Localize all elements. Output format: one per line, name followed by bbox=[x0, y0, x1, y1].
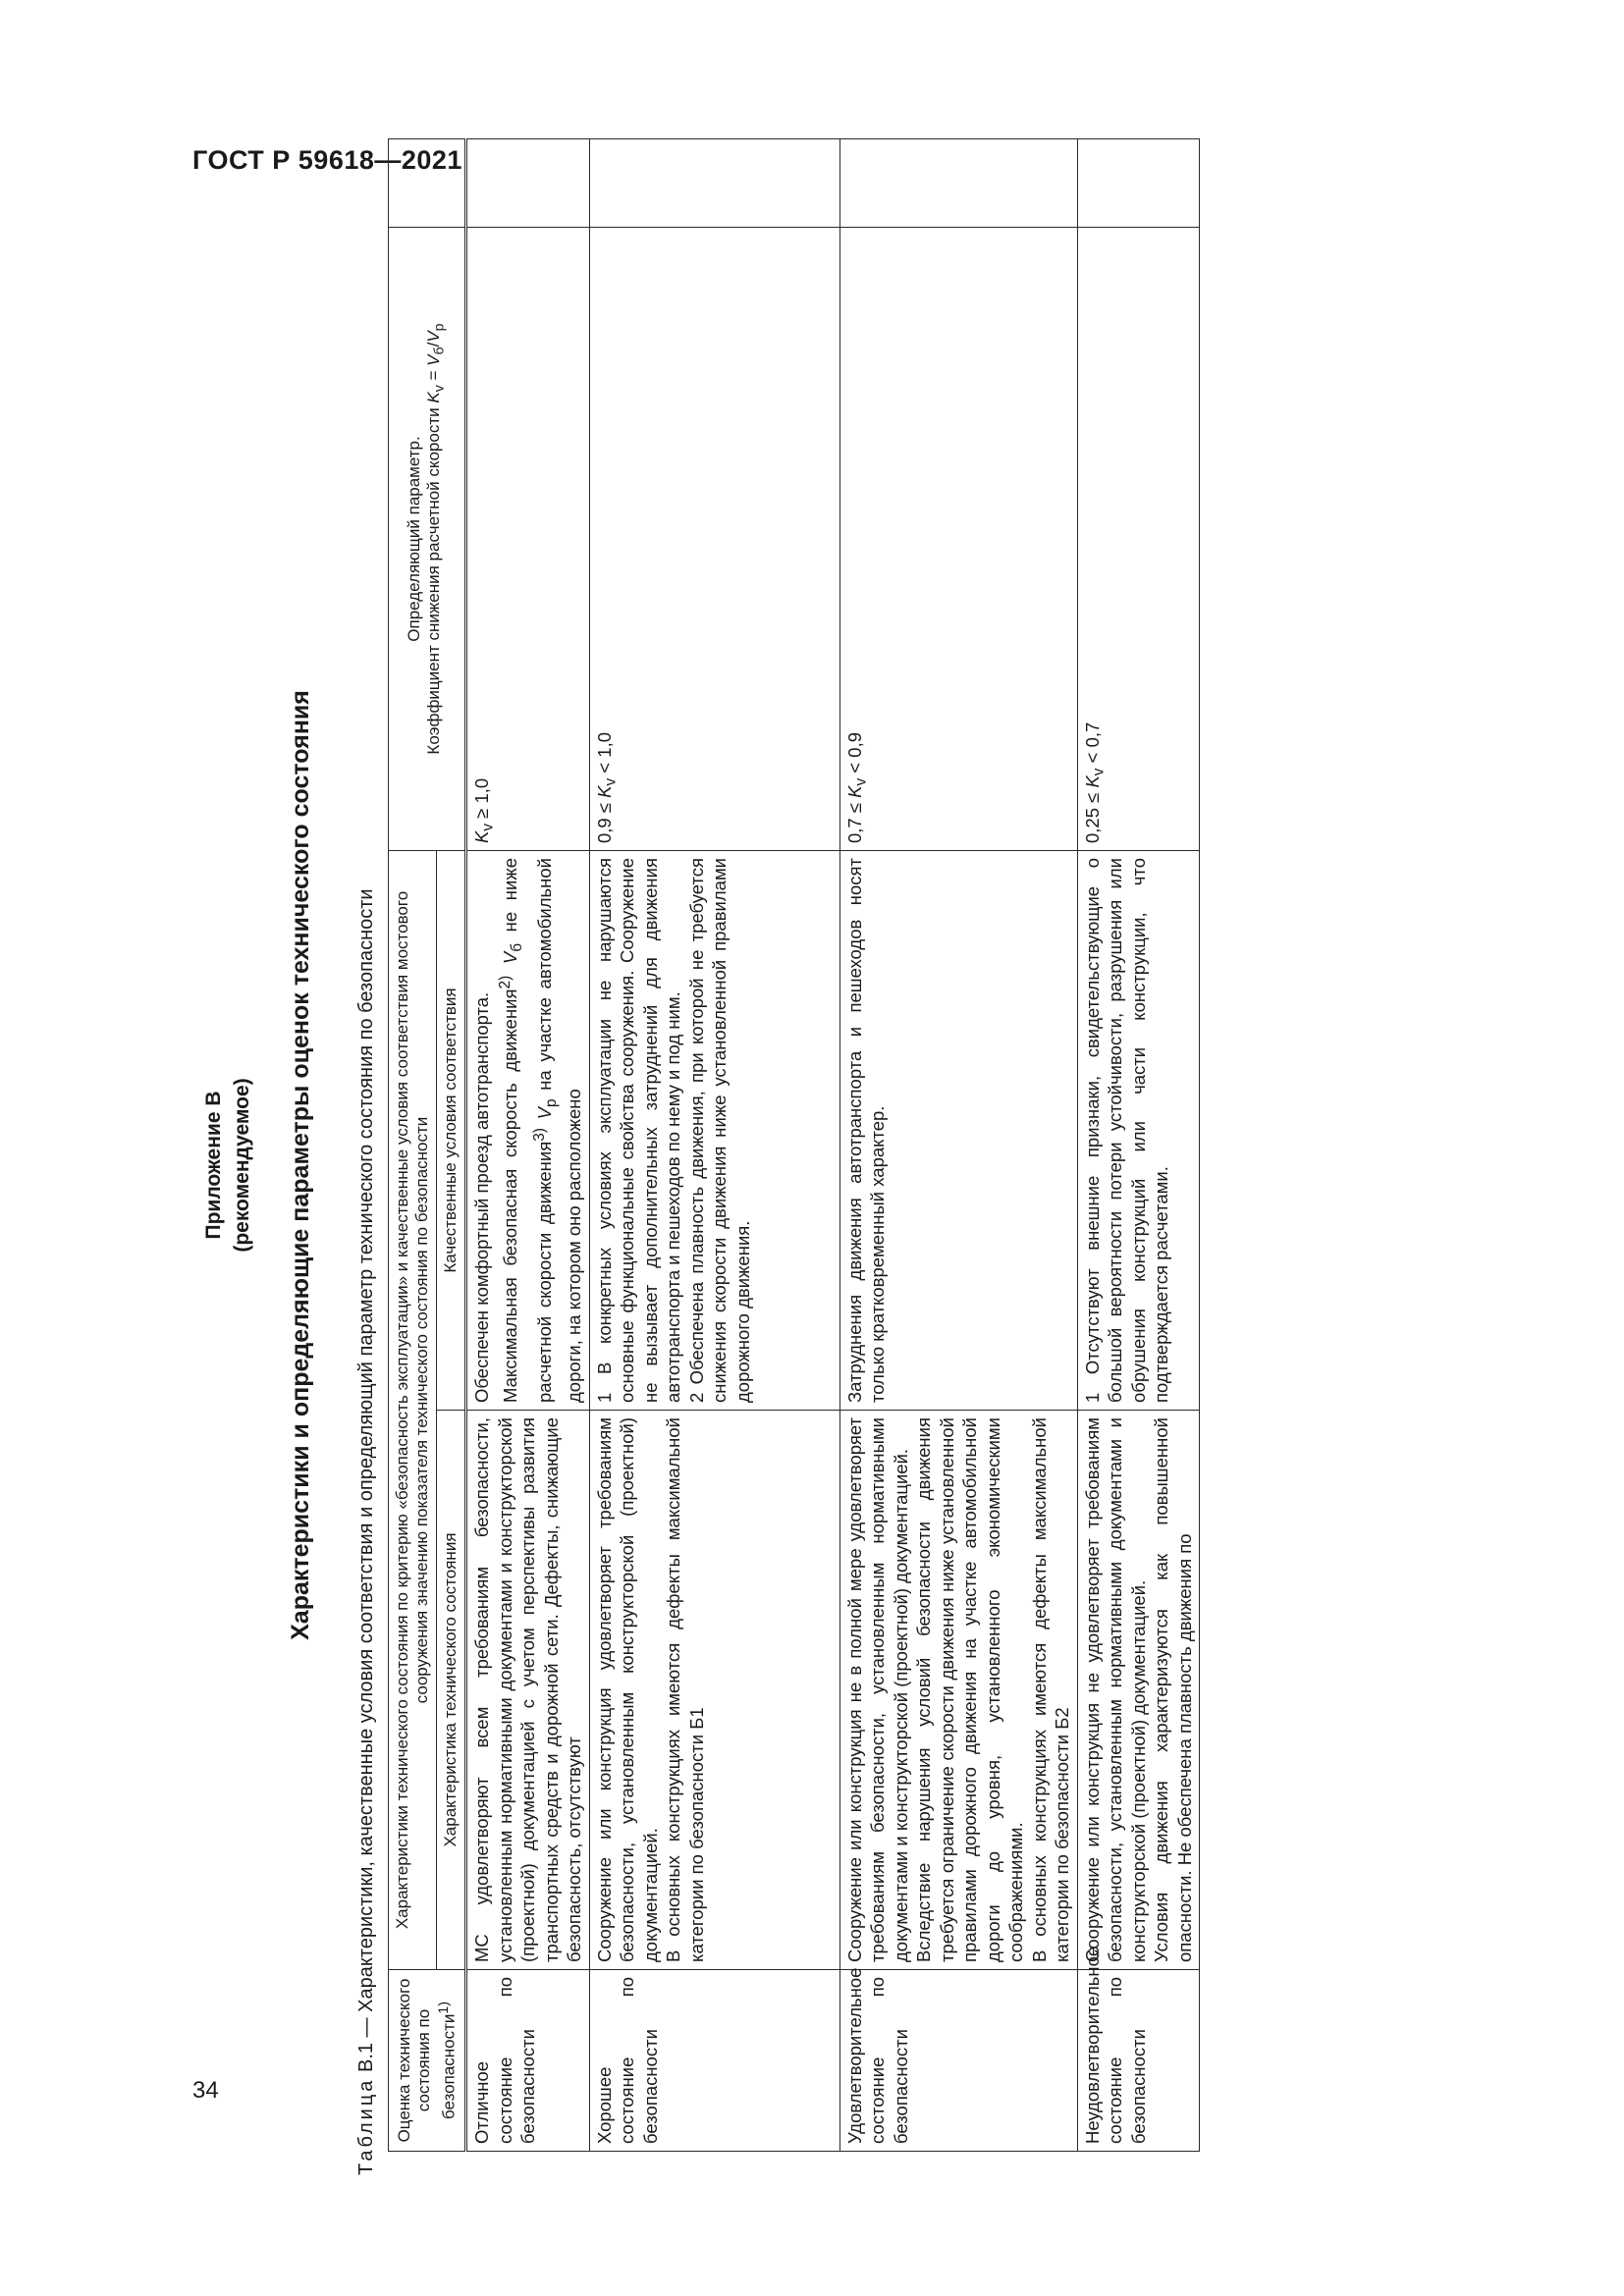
table-row bbox=[589, 139, 839, 2152]
assessment-cell: Хорошее состояние по безопасности bbox=[589, 1970, 839, 2152]
appendix-name: Приложение В bbox=[202, 1091, 225, 1240]
caption-text: В.1 — Характеристики, качественные условия соответствия и определяющий параметр технического состояния по безопасности bbox=[355, 888, 377, 2078]
empty-cell bbox=[466, 139, 590, 228]
characteristic-cell: Сооружение или конструкция не удовлетворяет требованиям безопасности, установленным нормативными документами и конструкторской (проектной) документацией. Условия движения характеризуются как повышенной опасности. Не обеспечена плавность движения по bbox=[1077, 1411, 1200, 1970]
conditions-cell: Обеспечен комфортный проезд автотранспорта. Максимальная безопасная скорость движения$^{2)}$ $V_б$ не ниже расчетной скорости движения$^{3)}$ $V_р$ на участке автомобильной дороги, на котором оно расположено bbox=[466, 851, 590, 1411]
empty-cell bbox=[839, 139, 1077, 228]
header-characteristic: Характеристика технического состояния bbox=[437, 1411, 466, 1970]
header-conditions: Качественные условия соответствия bbox=[437, 851, 466, 1411]
characteristic-cell: Сооружение или конструкция удовлетворяет требованиям безопасности, установленным конструкторской (проектной) документацией. В основных конструкциях имеются дефекты максимальной категории по безопасности Б1 bbox=[589, 1411, 839, 1970]
parameter-cell: $0,7 \le K_v < 0,9$ bbox=[839, 228, 1077, 851]
empty-cell bbox=[589, 139, 839, 228]
table-row bbox=[466, 139, 590, 2152]
header-assessment: Оценка технического состояния по безопасности$^{1)}$ bbox=[389, 1970, 466, 2152]
assessment-cell: Неудовлетворительное состояние по безопасности bbox=[1077, 1970, 1200, 2152]
assessment-table bbox=[388, 138, 1200, 2152]
characteristic-cell: МС удовлетворяют всем требованиям безопасности, установленным нормативными документами и конструкторской (проектной) документацией с учетом перспективы развития транспортных средств и дорожной сети. Дефекты, снижающие безопасность, отсутствуют bbox=[466, 1411, 590, 1970]
empty-cell bbox=[1077, 139, 1200, 228]
characteristic-cell: Сооружение или конструкция не в полной мере удовлетворяет требованиям безопасности, установленным нормативными документами и конструкторской (проектной) документацией. Вследствие нарушения условий безопасности движения требуется ограничение скорости движения ниже установленной правилами дорожного движения на участке автомобильной дороги до уровня, установленного экономическими соображениями. В основных конструкциях имеются дефекты максимальной категории по безопасности Б2 bbox=[839, 1411, 1077, 1970]
parameter-cell: $0,9 \le K_v < 1,0$ bbox=[589, 228, 839, 851]
assessment-cell: Удовлетворительное состояние по безопасности bbox=[839, 1970, 1077, 2152]
parameter-cell: $K_v \ge 1,0$ bbox=[466, 228, 590, 851]
footnote-mark: 1) bbox=[435, 2001, 452, 2014]
header-row bbox=[389, 139, 437, 2152]
page-number: 34 bbox=[192, 2077, 219, 2104]
header-parameter: Определяющий параметр. Коэффициент снижения расчетной скорости $K_v = V_б/V_р$ bbox=[389, 228, 466, 851]
appendix-title bbox=[199, 139, 256, 2191]
table-row bbox=[839, 139, 1077, 2152]
caption-prefix: Таблица bbox=[355, 2077, 377, 2175]
appendix-status: (рекомендуемое) bbox=[231, 1078, 253, 1253]
section-heading: Характеристики и определяющие параметры оценок технического состояния bbox=[287, 690, 314, 1640]
document-header: ГОСТ Р 59618—2021 bbox=[192, 145, 462, 175]
parameter-cell: $0,25 \le K_v < 0,7$ bbox=[1077, 228, 1200, 851]
table-row bbox=[1077, 139, 1200, 2152]
rotated-content bbox=[182, 139, 1488, 2191]
header-characteristics-group: Характеристики технического состояния по критерию «безопасность эксплуатации» и качественные условия соответствия мостового сооружения значению показателя технического состояния по безопасности bbox=[389, 851, 437, 1970]
assessment-cell: Отличное состояние по безопасности bbox=[466, 1970, 590, 2152]
table-caption bbox=[355, 888, 378, 2175]
conditions-cell: 1 В конкретных условиях эксплуатации не нарушаются основные функциональные свойства сооружения. Сооружение не вызывает дополнительных затруднений для движения автотранспорта и пешеходов по нему и под ним. 2 Обеспечена плавность движения, при которой не требуется снижения скорости движения ниже установленной правилами дорожного движения. bbox=[589, 851, 839, 1411]
conditions-cell: 1 Отсутствуют внешние признаки, свидетельствующие о большой вероятности потери устойчивости, разрушения или обрушения конструкций или части конструкции, что подтверждается расчетами. bbox=[1077, 851, 1200, 1411]
header-empty bbox=[389, 139, 466, 228]
conditions-cell: Затруднения движения автотранспорта и пешеходов носят только кратковременный характер. bbox=[839, 851, 1077, 1411]
